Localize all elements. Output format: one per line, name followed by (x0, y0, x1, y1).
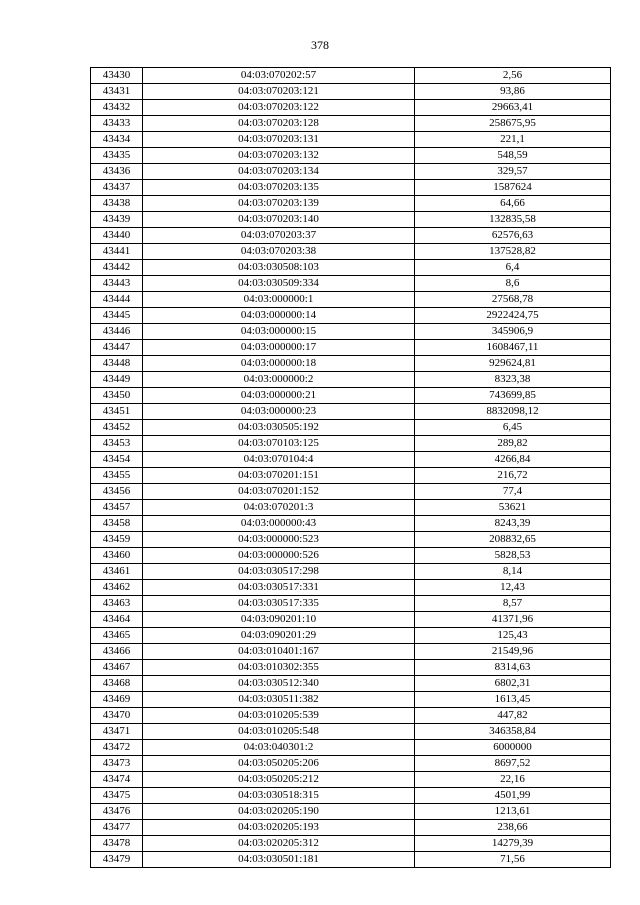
cadastral-number-cell: 04:03:020205:312 (143, 836, 415, 852)
table-row (91, 596, 611, 612)
cadastral-value-cell: 1213,61 (415, 804, 611, 820)
cadastral-value-cell: 8323,38 (415, 372, 611, 388)
cadastral-value-cell: 5828,53 (415, 548, 611, 564)
row-number-cell: 43445 (91, 308, 143, 324)
cadastral-number-cell: 04:03:030517:335 (143, 596, 415, 612)
cadastral-value-cell: 62576,63 (415, 228, 611, 244)
table-body (91, 68, 611, 868)
cadastral-number-cell: 04:03:000000:17 (143, 340, 415, 356)
cadastral-number-cell: 04:03:000000:523 (143, 532, 415, 548)
cadastral-value-cell: 71,56 (415, 852, 611, 868)
cadastral-value-cell: 4501,99 (415, 788, 611, 804)
cadastral-value-cell: 93,86 (415, 84, 611, 100)
table-row (91, 836, 611, 852)
row-number-cell: 43452 (91, 420, 143, 436)
table-row (91, 212, 611, 228)
table-row (91, 740, 611, 756)
cadastral-value-cell: 22,16 (415, 772, 611, 788)
table-row (91, 228, 611, 244)
table-row (91, 388, 611, 404)
row-number-cell: 43439 (91, 212, 143, 228)
cadastral-number-cell: 04:03:070104:4 (143, 452, 415, 468)
cadastral-value-cell: 743699,85 (415, 388, 611, 404)
table-row (91, 68, 611, 84)
cadastral-number-cell: 04:03:030508:103 (143, 260, 415, 276)
table-row (91, 180, 611, 196)
row-number-cell: 43457 (91, 500, 143, 516)
cadastral-value-cell: 2922424,75 (415, 308, 611, 324)
cadastral-value-cell: 8,14 (415, 564, 611, 580)
cadastral-number-cell: 04:03:000000:23 (143, 404, 415, 420)
row-number-cell: 43448 (91, 356, 143, 372)
cadastral-value-cell: 8,6 (415, 276, 611, 292)
row-number-cell: 43449 (91, 372, 143, 388)
row-number-cell: 43479 (91, 852, 143, 868)
table-row (91, 356, 611, 372)
cadastral-value-cell: 8243,39 (415, 516, 611, 532)
row-number-cell: 43436 (91, 164, 143, 180)
cadastral-number-cell: 04:03:070201:151 (143, 468, 415, 484)
row-number-cell: 43467 (91, 660, 143, 676)
cadastral-number-cell: 04:03:000000:526 (143, 548, 415, 564)
table-row (91, 148, 611, 164)
table-row (91, 84, 611, 100)
row-number-cell: 43432 (91, 100, 143, 116)
cadastral-value-cell: 6802,31 (415, 676, 611, 692)
cadastral-value-cell: 258675,95 (415, 116, 611, 132)
cadastral-value-cell: 8,57 (415, 596, 611, 612)
table-row (91, 436, 611, 452)
cadastral-value-cell: 221,1 (415, 132, 611, 148)
cadastral-value-cell: 329,57 (415, 164, 611, 180)
table-row (91, 484, 611, 500)
row-number-cell: 43431 (91, 84, 143, 100)
table-row (91, 724, 611, 740)
cadastral-number-cell: 04:03:070203:132 (143, 148, 415, 164)
cadastral-number-cell: 04:03:020205:190 (143, 804, 415, 820)
row-number-cell: 43440 (91, 228, 143, 244)
table-row (91, 404, 611, 420)
table-row (91, 756, 611, 772)
cadastral-value-cell: 27568,78 (415, 292, 611, 308)
cadastral-number-cell: 04:03:090201:29 (143, 628, 415, 644)
table-row (91, 660, 611, 676)
cadastral-number-cell: 04:03:070203:134 (143, 164, 415, 180)
row-number-cell: 43442 (91, 260, 143, 276)
table-row (91, 468, 611, 484)
table-row (91, 708, 611, 724)
row-number-cell: 43437 (91, 180, 143, 196)
table-row (91, 260, 611, 276)
row-number-cell: 43443 (91, 276, 143, 292)
row-number-cell: 43456 (91, 484, 143, 500)
table-row (91, 276, 611, 292)
row-number-cell: 43473 (91, 756, 143, 772)
row-number-cell: 43459 (91, 532, 143, 548)
cadastral-number-cell: 04:03:000000:43 (143, 516, 415, 532)
row-number-cell: 43471 (91, 724, 143, 740)
table-row (91, 292, 611, 308)
cadastral-number-cell: 04:03:030505:192 (143, 420, 415, 436)
cadastral-value-cell: 2,56 (415, 68, 611, 84)
row-number-cell: 43441 (91, 244, 143, 260)
cadastral-number-cell: 04:03:070201:152 (143, 484, 415, 500)
cadastral-number-cell: 04:03:070203:128 (143, 116, 415, 132)
row-number-cell: 43468 (91, 676, 143, 692)
cadastral-value-cell: 1587624 (415, 180, 611, 196)
cadastral-number-cell: 04:03:030509:334 (143, 276, 415, 292)
table-row (91, 308, 611, 324)
table-row (91, 116, 611, 132)
row-number-cell: 43477 (91, 820, 143, 836)
table-row (91, 580, 611, 596)
cadastral-number-cell: 04:03:070203:131 (143, 132, 415, 148)
table-row (91, 244, 611, 260)
cadastral-number-cell: 04:03:010302:355 (143, 660, 415, 676)
row-number-cell: 43450 (91, 388, 143, 404)
table-row (91, 612, 611, 628)
cadastral-number-cell: 04:03:030501:181 (143, 852, 415, 868)
table-row (91, 100, 611, 116)
cadastral-number-cell: 04:03:050205:206 (143, 756, 415, 772)
row-number-cell: 43470 (91, 708, 143, 724)
row-number-cell: 43435 (91, 148, 143, 164)
cadastral-number-cell: 04:03:070203:139 (143, 196, 415, 212)
row-number-cell: 43472 (91, 740, 143, 756)
row-number-cell: 43475 (91, 788, 143, 804)
table-row (91, 324, 611, 340)
table-row (91, 788, 611, 804)
row-number-cell: 43469 (91, 692, 143, 708)
cadastral-number-cell: 04:03:000000:2 (143, 372, 415, 388)
cadastral-value-cell: 208832,65 (415, 532, 611, 548)
cadastral-number-cell: 04:03:010401:167 (143, 644, 415, 660)
row-number-cell: 43451 (91, 404, 143, 420)
row-number-cell: 43434 (91, 132, 143, 148)
table-row (91, 500, 611, 516)
cadastral-value-cell: 289,82 (415, 436, 611, 452)
table-row (91, 516, 611, 532)
cadastral-number-cell: 04:03:070202:57 (143, 68, 415, 84)
row-number-cell: 43461 (91, 564, 143, 580)
table-row (91, 532, 611, 548)
table-row (91, 164, 611, 180)
row-number-cell: 43430 (91, 68, 143, 84)
cadastral-value-cell: 6,45 (415, 420, 611, 436)
row-number-cell: 43464 (91, 612, 143, 628)
cadastral-value-cell: 41371,96 (415, 612, 611, 628)
table-row (91, 132, 611, 148)
cadastral-value-table (90, 67, 611, 868)
cadastral-number-cell: 04:03:070203:121 (143, 84, 415, 100)
cadastral-value-cell: 8314,63 (415, 660, 611, 676)
row-number-cell: 43446 (91, 324, 143, 340)
cadastral-number-cell: 04:03:070203:38 (143, 244, 415, 260)
cadastral-value-cell: 29663,41 (415, 100, 611, 116)
cadastral-value-cell: 346358,84 (415, 724, 611, 740)
cadastral-number-cell: 04:03:090201:10 (143, 612, 415, 628)
table-row (91, 820, 611, 836)
cadastral-value-cell: 53621 (415, 500, 611, 516)
cadastral-number-cell: 04:03:070203:140 (143, 212, 415, 228)
table-row (91, 340, 611, 356)
cadastral-value-cell: 137528,82 (415, 244, 611, 260)
cadastral-value-cell: 1613,45 (415, 692, 611, 708)
cadastral-number-cell: 04:03:070203:37 (143, 228, 415, 244)
cadastral-number-cell: 04:03:030517:298 (143, 564, 415, 580)
cadastral-value-cell: 6,4 (415, 260, 611, 276)
cadastral-number-cell: 04:03:050205:212 (143, 772, 415, 788)
cadastral-value-cell: 8832098,12 (415, 404, 611, 420)
row-number-cell: 43476 (91, 804, 143, 820)
cadastral-number-cell: 04:03:030511:382 (143, 692, 415, 708)
cadastral-value-cell: 548,59 (415, 148, 611, 164)
cadastral-number-cell: 04:03:030512:340 (143, 676, 415, 692)
row-number-cell: 43458 (91, 516, 143, 532)
table-row (91, 804, 611, 820)
cadastral-number-cell: 04:03:000000:1 (143, 292, 415, 308)
cadastral-value-cell: 21549,96 (415, 644, 611, 660)
table-row (91, 420, 611, 436)
table-row (91, 628, 611, 644)
cadastral-value-cell: 8697,52 (415, 756, 611, 772)
cadastral-value-cell: 6000000 (415, 740, 611, 756)
table-row (91, 564, 611, 580)
row-number-cell: 43478 (91, 836, 143, 852)
cadastral-value-cell: 447,82 (415, 708, 611, 724)
cadastral-number-cell: 04:03:000000:14 (143, 308, 415, 324)
table-row (91, 196, 611, 212)
table-row (91, 772, 611, 788)
row-number-cell: 43460 (91, 548, 143, 564)
table-row (91, 372, 611, 388)
table-row (91, 548, 611, 564)
cadastral-number-cell: 04:03:010205:539 (143, 708, 415, 724)
table-row (91, 644, 611, 660)
cadastral-value-cell: 132835,58 (415, 212, 611, 228)
cadastral-value-cell: 238,66 (415, 820, 611, 836)
cadastral-value-cell: 929624,81 (415, 356, 611, 372)
cadastral-number-cell: 04:03:070103:125 (143, 436, 415, 452)
cadastral-number-cell: 04:03:030517:331 (143, 580, 415, 596)
cadastral-number-cell: 04:03:020205:193 (143, 820, 415, 836)
row-number-cell: 43465 (91, 628, 143, 644)
row-number-cell: 43466 (91, 644, 143, 660)
cadastral-number-cell: 04:03:000000:21 (143, 388, 415, 404)
row-number-cell: 43438 (91, 196, 143, 212)
cadastral-value-cell: 216,72 (415, 468, 611, 484)
page-number: 378 (311, 38, 329, 52)
cadastral-number-cell: 04:03:000000:18 (143, 356, 415, 372)
cadastral-value-cell: 64,66 (415, 196, 611, 212)
cadastral-number-cell: 04:03:030518:315 (143, 788, 415, 804)
row-number-cell: 43474 (91, 772, 143, 788)
cadastral-number-cell: 04:03:070203:122 (143, 100, 415, 116)
cadastral-value-cell: 77,4 (415, 484, 611, 500)
row-number-cell: 43454 (91, 452, 143, 468)
row-number-cell: 43455 (91, 468, 143, 484)
table-row (91, 692, 611, 708)
table-row (91, 452, 611, 468)
row-number-cell: 43447 (91, 340, 143, 356)
table-row (91, 852, 611, 868)
cadastral-number-cell: 04:03:070201:3 (143, 500, 415, 516)
cadastral-value-cell: 4266,84 (415, 452, 611, 468)
row-number-cell: 43433 (91, 116, 143, 132)
cadastral-value-cell: 14279,39 (415, 836, 611, 852)
cadastral-value-cell: 12,43 (415, 580, 611, 596)
row-number-cell: 43462 (91, 580, 143, 596)
cadastral-number-cell: 04:03:040301:2 (143, 740, 415, 756)
cadastral-value-cell: 345906,9 (415, 324, 611, 340)
row-number-cell: 43463 (91, 596, 143, 612)
row-number-cell: 43444 (91, 292, 143, 308)
cadastral-number-cell: 04:03:010205:548 (143, 724, 415, 740)
cadastral-number-cell: 04:03:000000:15 (143, 324, 415, 340)
cadastral-value-cell: 125,43 (415, 628, 611, 644)
row-number-cell: 43453 (91, 436, 143, 452)
cadastral-value-cell: 1608467,11 (415, 340, 611, 356)
cadastral-number-cell: 04:03:070203:135 (143, 180, 415, 196)
table-row (91, 676, 611, 692)
